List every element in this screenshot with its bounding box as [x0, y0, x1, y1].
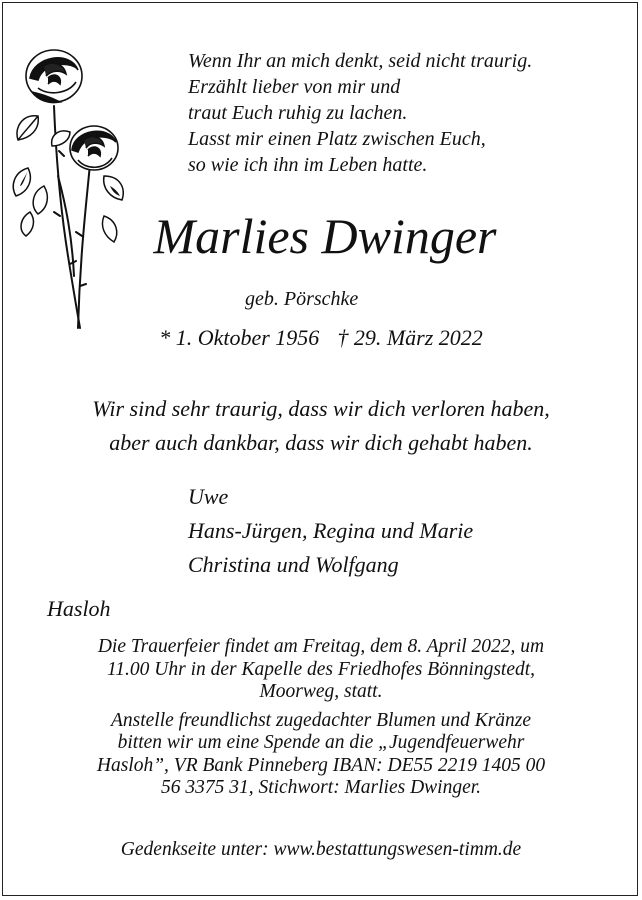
poem	[188, 48, 532, 178]
deceased-name: Marlies Dwinger	[153, 208, 497, 264]
family-list	[188, 480, 473, 582]
life-dates	[0, 324, 642, 352]
message-line: Wir sind sehr traurig, dass wir dich verloren haben,	[92, 396, 550, 421]
donation-line: 56 3375 31, Stichwort: Marlies Dwinger.	[160, 777, 482, 798]
message-line: aber auch dankbar, dass wir dich gehabt haben.	[109, 430, 533, 455]
donation-line: bitten wir um eine Spende an die „Jugendfeuerwehr	[117, 732, 525, 753]
family-member: Uwe	[188, 484, 229, 509]
birth-name: geb. Pörschke	[245, 288, 359, 310]
poem-line: Lasst mir einen Platz zwischen Euch,	[188, 128, 486, 150]
poem-line: so wie ich ihn im Leben hatte.	[188, 154, 428, 176]
funeral-line: Die Trauerfeier findet am Freitag, dem 8. April 2022, um	[97, 636, 545, 657]
mourning-message	[0, 392, 642, 460]
poem-line: Wenn Ihr an mich denkt, seid nicht traurig.	[188, 50, 533, 72]
donation-line: Hasloh”, VR Bank Pinneberg IBAN: DE55 2219 1405 00	[96, 754, 546, 776]
poem-line: traut Euch ruhig zu lachen.	[188, 102, 408, 124]
family-member: Christina und Wolfgang	[188, 552, 399, 577]
funeral-line: Moorweg, statt.	[259, 681, 383, 702]
funeral-info	[20, 636, 622, 800]
town: Hasloh	[47, 596, 111, 621]
rose-icon	[8, 36, 130, 332]
family-member: Hans-Jürgen, Regina und Marie	[188, 518, 474, 543]
poem-line: Erzählt lieber von mir und	[188, 76, 401, 98]
death-date: † 29. März 2022	[337, 325, 483, 350]
donation-line: Anstelle freundlichst zugedachter Blumen und Kränze	[110, 709, 532, 731]
funeral-line: 11.00 Uhr in der Kapelle des Friedhofes Bönningstedt,	[106, 658, 536, 680]
birth-date: * 1. Oktober 1956	[159, 325, 320, 350]
memorial-page-link[interactable]: Gedenkseite unter: www.bestattungswesen-timm.de	[120, 839, 522, 860]
